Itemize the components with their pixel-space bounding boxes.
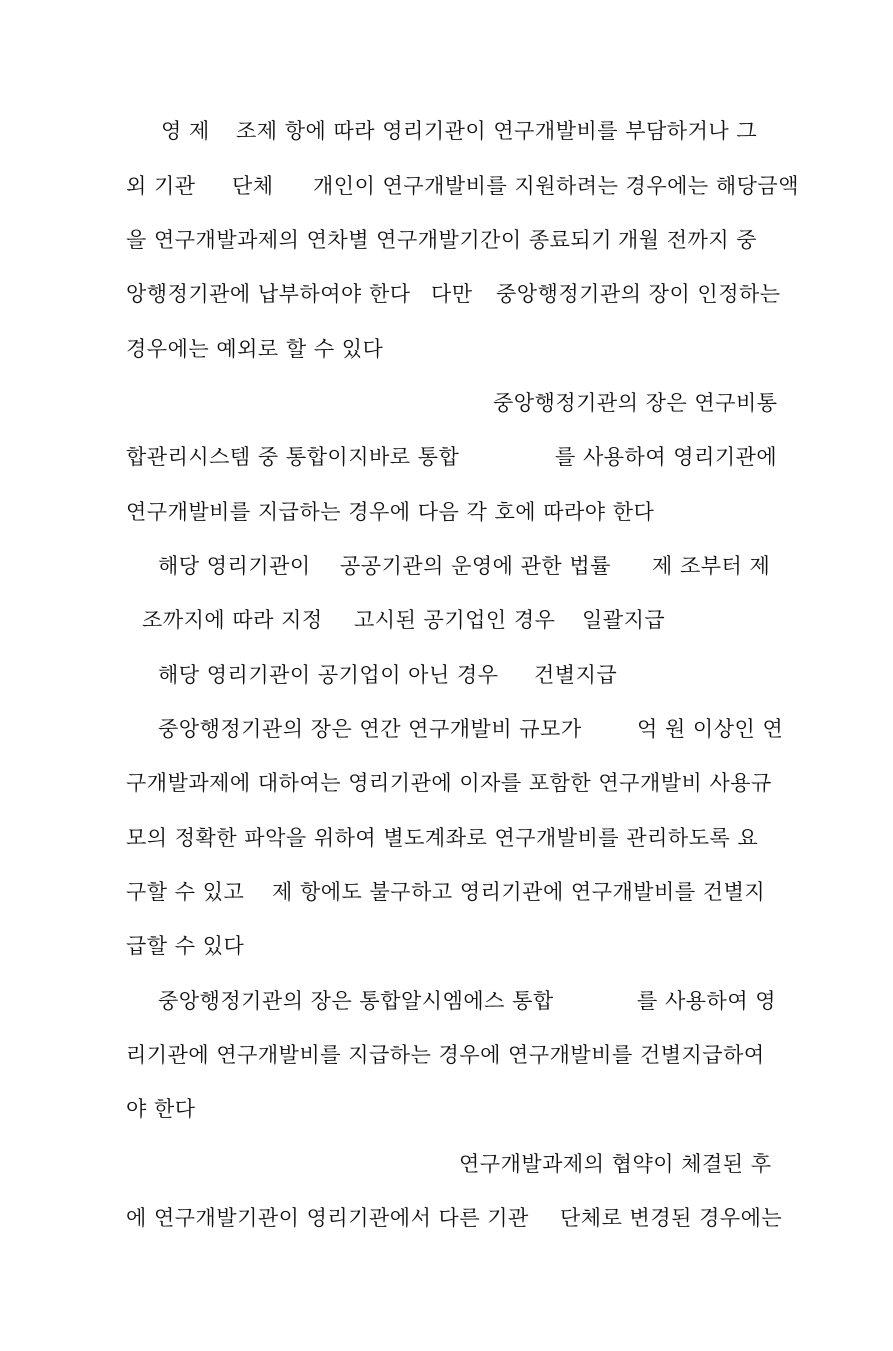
text-segment: 을 연구개발과제의 연차별 연구개발기간이 종료되기 (126, 228, 612, 252)
text-segment: 앙행정기관에 납부하여야 한다 (126, 282, 411, 306)
text-line (0, 493, 893, 531)
text-line (0, 764, 893, 802)
text-line (0, 656, 893, 694)
text-segment: 를 사용하여 영리기관에 (555, 445, 778, 469)
text-line (0, 112, 893, 150)
text-segment: 단체 (232, 174, 274, 198)
text-segment: 해당 영리기관이 공기업이 아닌 경우 (158, 663, 499, 687)
text-segment: 중앙행정기관의 장이 인정하는 (496, 282, 781, 306)
text-segment: 해당 영리기관이 (158, 554, 311, 578)
text-line (0, 221, 893, 259)
text-line (0, 275, 893, 313)
text-line (0, 547, 893, 585)
text-segment: 리기관에 연구개발비를 지급하는 경우에 연구개발비를 건별지급하여 (126, 1043, 765, 1067)
text-segment: 구할 수 있고 (126, 880, 245, 904)
text-line (0, 710, 893, 748)
text-segment: 야 한다 (126, 1097, 196, 1121)
text-line (0, 601, 893, 639)
text-segment: 영 제 (161, 119, 210, 143)
text-segment: 급할 수 있다 (126, 934, 245, 958)
text-segment: 중앙행정기관의 장은 통합알시엠에스 통합 (158, 989, 554, 1013)
text-segment: 일괄지급 (582, 608, 666, 632)
text-segment: 단체로 변경된 경우에는 (560, 1206, 783, 1230)
text-line (0, 384, 893, 422)
text-segment: 건별지급 (534, 663, 618, 687)
text-segment: 구개발과제에 대하여는 영리기관에 이자를 포함한 연구개발비 사용규 (126, 771, 772, 795)
text-segment: 연구개발비를 지급하는 경우에 다음 각 호에 따라야 한다 (126, 500, 655, 524)
text-segment: 조까지에 따라 지정 (142, 608, 323, 632)
text-segment: 중앙행정기관의 장은 연구비통 (493, 391, 778, 415)
text-line (0, 438, 893, 476)
text-segment: 합관리시스템 중 통합이지바로 통합 (126, 445, 460, 469)
text-line (0, 330, 893, 368)
text-line (0, 927, 893, 965)
text-line (0, 873, 893, 911)
text-segment: 개인이 연구개발비를 지원하려는 경우에는 해당금액 (313, 174, 799, 198)
text-segment: 모의 정확한 파악을 위하여 별도계좌로 연구개발비를 관리하도록 요 (126, 826, 759, 850)
text-segment: 를 사용하여 영 (637, 989, 777, 1013)
text-line (0, 1145, 893, 1183)
text-segment: 중앙행정기관의 장은 연간 연구개발비 규모가 (158, 717, 582, 741)
text-segment: 제 항에도 불구하고 영리기관에 연구개발비를 건별지 (272, 880, 766, 904)
text-line (0, 1036, 893, 1074)
text-line (0, 1090, 893, 1128)
text-line (0, 167, 893, 205)
text-segment: 개월 전까지 중 (618, 228, 758, 252)
text-segment: 경우에는 예외로 할 수 있다 (126, 337, 384, 361)
text-segment: 연구개발과제의 협약이 체결된 후 (459, 1152, 772, 1176)
text-line (0, 1199, 893, 1237)
text-segment: 조제 항에 따라 영리기관이 연구개발비를 부담하거나 그 (236, 119, 758, 143)
text-segment: 에 연구개발기관이 영리기관에서 다른 기관 (126, 1206, 529, 1230)
text-line (0, 982, 893, 1020)
text-segment: 제 조부터 제 (652, 554, 771, 578)
text-segment: 공공기관의 운영에 관한 법률 (340, 554, 611, 578)
text-segment: 억 원 이상인 연 (637, 717, 784, 741)
text-segment: 고시된 공기업인 경우 (354, 608, 556, 632)
text-line (0, 819, 893, 857)
text-segment: 다만 (431, 282, 473, 306)
text-segment: 외 기관 (126, 174, 196, 198)
